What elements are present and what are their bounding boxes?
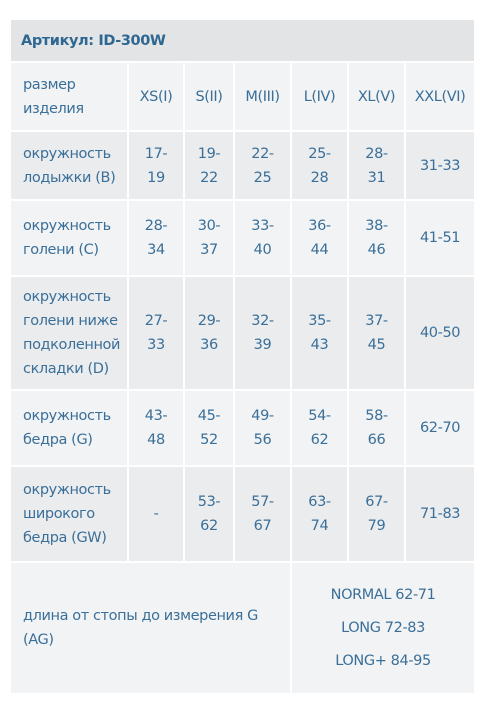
size-label xyxy=(11,63,129,132)
length-long-plus: LONG+ 84-95 xyxy=(335,652,431,669)
row-value: 41-51 xyxy=(406,201,474,277)
size-m: M(III) xyxy=(235,63,292,132)
size-xxl: XXL(VI) xyxy=(406,63,474,132)
row-value: 30- 37 xyxy=(185,201,235,277)
row-value: 36- 44 xyxy=(292,201,349,277)
table-row xyxy=(11,201,474,277)
length-values xyxy=(292,563,474,695)
size-chart xyxy=(11,20,474,705)
row-value: 28- 34 xyxy=(129,201,185,277)
row-label: окружность бедра (G) xyxy=(11,391,129,467)
article-title: Артикул: ID-300W xyxy=(11,20,474,63)
table-row xyxy=(11,467,474,563)
size-s: S(II) xyxy=(185,63,235,132)
row-value: 57- 67 xyxy=(235,467,292,563)
size-table xyxy=(11,20,474,695)
row-value: 32- 39 xyxy=(235,277,292,391)
row-value: 35- 43 xyxy=(292,277,349,391)
row-value: 71-83 xyxy=(406,467,474,563)
row-value: 33- 40 xyxy=(235,201,292,277)
row-label: окружность лодыжки (B) xyxy=(11,132,129,201)
row-value: 25- 28 xyxy=(292,132,349,201)
row-value: 38- 46 xyxy=(349,201,406,277)
size-l: L(IV) xyxy=(292,63,349,132)
row-value: 17- 19 xyxy=(129,132,185,201)
row-value: 49- 56 xyxy=(235,391,292,467)
row-value: 45- 52 xyxy=(185,391,235,467)
row-label: окружность голени (C) xyxy=(11,201,129,277)
row-value: 58- 66 xyxy=(349,391,406,467)
row-value: 62-70 xyxy=(406,391,474,467)
row-value: 31-33 xyxy=(406,132,474,201)
size-xs: XS(I) xyxy=(129,63,185,132)
size-xl: XL(V) xyxy=(349,63,406,132)
table-row xyxy=(11,277,474,391)
table-row xyxy=(11,132,474,201)
size-label-text: размер изделия xyxy=(23,76,84,117)
length-label: длина от стопы до измерения G (AG) xyxy=(11,563,292,695)
row-value: 22- 25 xyxy=(235,132,292,201)
row-label: окружность голени ниже подколенной складки (D) xyxy=(11,277,129,391)
row-value: - xyxy=(129,467,185,563)
row-value: 43- 48 xyxy=(129,391,185,467)
row-value: 28- 31 xyxy=(349,132,406,201)
row-value: 54- 62 xyxy=(292,391,349,467)
length-long: LONG 72-83 xyxy=(341,619,425,636)
row-value: 40-50 xyxy=(406,277,474,391)
row-value: 29- 36 xyxy=(185,277,235,391)
length-row xyxy=(11,563,474,695)
row-value: 19- 22 xyxy=(185,132,235,201)
row-value: 37- 45 xyxy=(349,277,406,391)
length-normal: NORMAL 62-71 xyxy=(330,586,436,603)
row-value: 67- 79 xyxy=(349,467,406,563)
row-value: 53- 62 xyxy=(185,467,235,563)
row-label: окружность широкого бедра (GW) xyxy=(11,467,129,563)
size-row xyxy=(11,63,474,132)
table-header-row xyxy=(11,20,474,63)
row-value: 27- 33 xyxy=(129,277,185,391)
table-row xyxy=(11,391,474,467)
row-value: 63- 74 xyxy=(292,467,349,563)
